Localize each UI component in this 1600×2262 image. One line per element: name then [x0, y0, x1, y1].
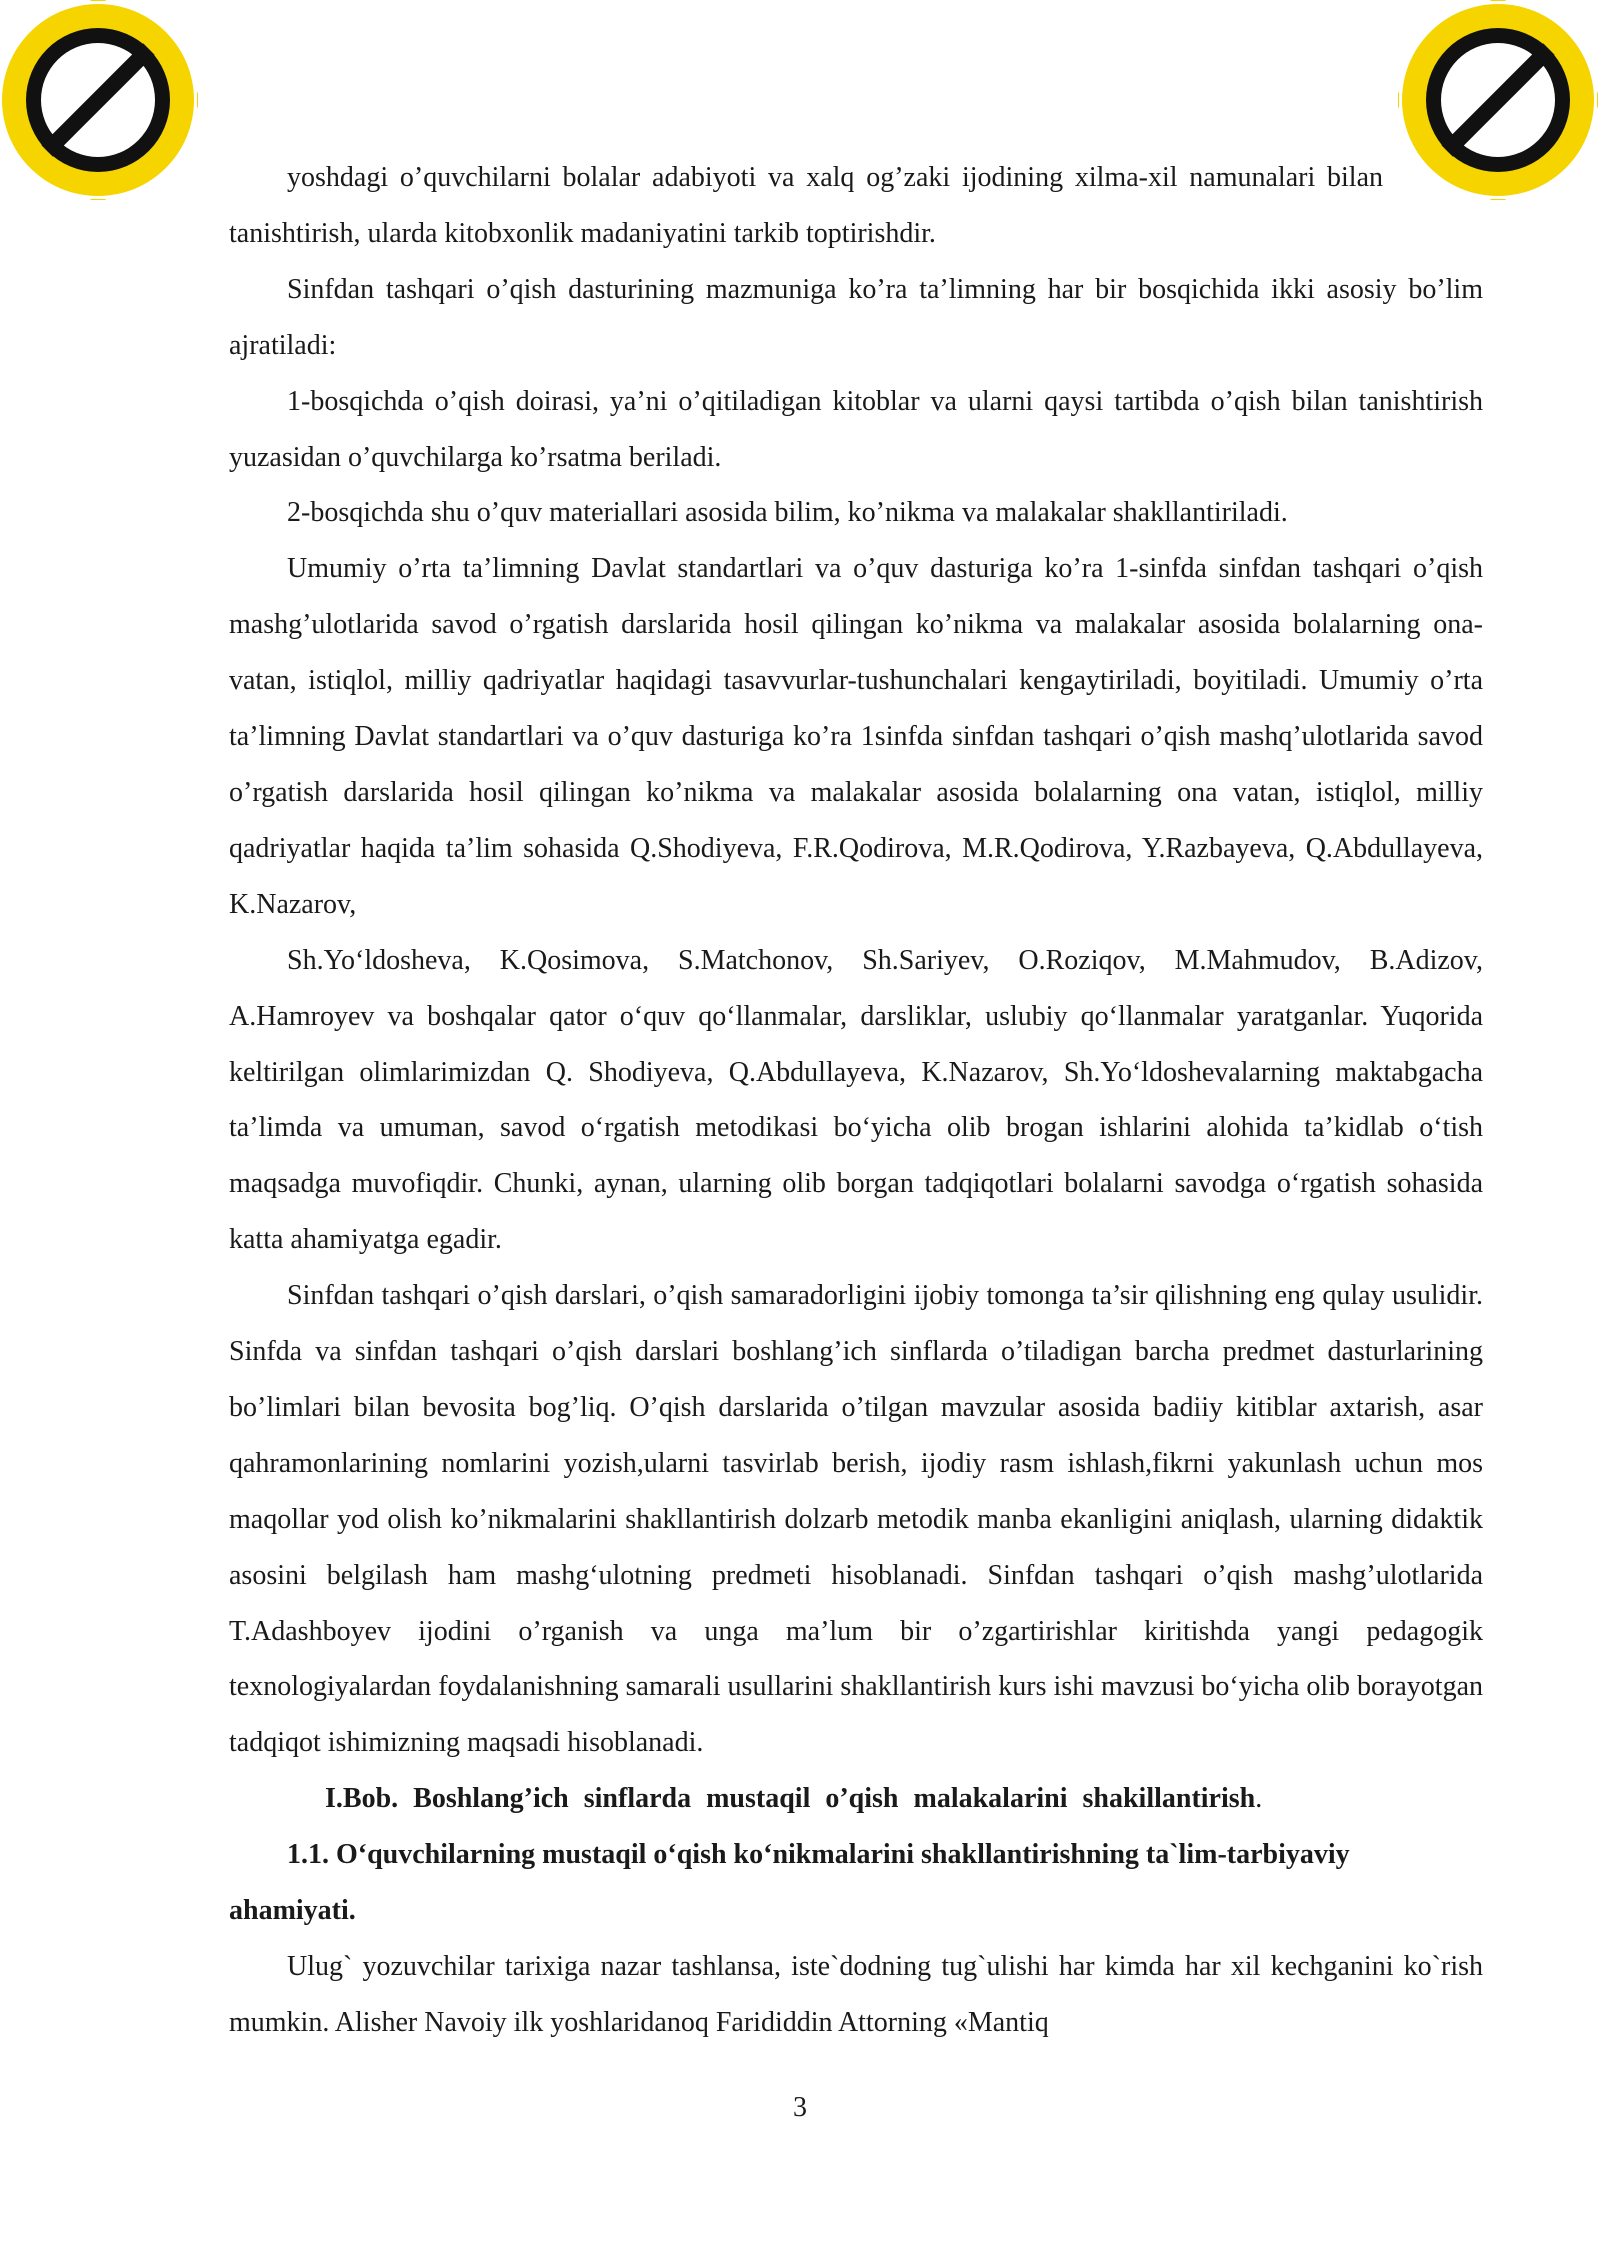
paragraph-7: Sinfdan tashqari o’qish darslari, o’qish samaradorligini ijobiy tomonga ta’sir qilishning eng qulay usulidir. Sinfda va sinfdan tashqari o’qish darslari boshlang’ich sinflarda o’tiladigan barcha predmet dasturlarining bo’limlari bilan bevosita bog’liq. O’qish darslarida o’tilgan mavzular asosida badiiy kitiblar axtarish, asar qahramonlarining nomlarini yozish,ularni tasvirlab berish, ijodiy rasm ishlash,fikrni yakunlash uchun mos maqollar yod olish ko’nikmalarini shakllantirish dolzarb metodik manba ekanligini aniqlash, ularning didaktik asosini belgilash ham mashg‘ulotning predmeti hisoblanadi. Sinfdan tashqari o’qish mashg’ulotlarida T.Adashboyev ijodini o’rganish va unga ma’lum bir o’zgartirishlar kiritishda yangi pedagogik texnologiyalardan foydalanishning samarali usullarini shakllantirish kurs ishi mavzusi bo‘yicha olib borayotgan tadqiqot ishimizning maqsadi hisoblanadi.: [229, 1280, 1483, 1759]
final-paragraph: Ulug` yozuvchilar tarixiga nazar tashlansa, iste`dodning tug`ulishi har kimda har xil kechganini ko`rish mumkin. Alisher Navoiy ilk yoshlaridanoq Farididdin Attorning «Mantiq: [229, 1951, 1483, 2038]
page-number: 3: [793, 2092, 807, 2123]
chapter-heading: [229, 1771, 1483, 1827]
paragraph-4: 2-bosqichda shu o’quv materiallari asosida bilim, ko’nikma va malakalar shakllantiriladi.: [287, 497, 1288, 529]
chapter-heading-text: I.Bob. Boshlang’ich sinflarda mustaqil o’qish malakalarini shakillantirish: [325, 1783, 1256, 1815]
paragraph-1: yoshdagi o’quvchilarni bolalar adabiyoti va xalq og’zaki ijodining xilma-xil namunalari bilan tanishtirish, ularda kitobxonlik madaniyatini tarkib toptirishdir.: [229, 162, 1383, 249]
document-body: [229, 150, 1483, 2051]
prohibition-badge-icon: [0, 0, 198, 200]
chapter-heading-suffix: .: [1255, 1783, 1263, 1815]
section-heading: 1.1. O‘quvchilarning mustaqil o‘qish ko‘nikmalarini shakllantirishning ta`lim-tarbiyaviy ahamiyati.: [229, 1839, 1350, 1927]
paragraph-6: Sh.Yo‘ldosheva, K.Qosimova, S.Matchonov, Sh.Sariyev, O.Roziqov, M.Mahmudov, B.Adizov, A.Hamroyev va boshqalar qator o‘quv qo‘llanmalar, darsliklar, uslubiy qo‘llanmalar yaratganlar. Yuqorida keltirilgan olimlarimizdan Q. Shodiyeva, Q.Abdullayeva, K.Nazarov, Sh.Yo‘ldoshevalarning maktabgacha ta’limda va umuman, savod o‘rgatish metodikasi bo‘yicha olib brogan ishlarini alohida ta’kidlab o‘tish maqsadga muvofiqdir. Chunki, aynan, ularning olib borgan tadqiqotlari bolalarni savodga o‘rgatish sohasida katta ahamiyatga egadir.: [229, 944, 1483, 1256]
paragraph-2: Sinfdan tashqari o’qish dasturining mazmuniga ko’ra ta’limning har bir bosqichida ikki asosiy bo’lim ajratiladi:: [229, 273, 1483, 361]
paragraph-5: Umumiy o’rta ta’limning Davlat standartlari va o’quv dasturiga ko’ra 1-sinfda sinfdan tashqari o’qish mashg’ulotlarida savod o’rgatish darslarida hosil qilingan ko’nikma va malakalar asosida bolalarning ona-vatan, istiqlol, milliy qadriyatlar haqidagi tasavvurlar-tushunchalari kengaytiriladi, boyitiladi. Umumiy o’rta ta’limning Davlat standartlari va o’quv dasturiga ko’ra 1sinfda sinfdan tashqari o’qish mashq’ulotlarida savod o’rgatish darslarida hosil qilingan ko’nikma va malakalar asosida bolalarning ona vatan, istiqlol, milliy qadriyatlar haqida ta’lim sohasida Q.Shodiyeva, F.R.Qodirova, M.R.Qodirova, Y.Razbayeva, Q.Abdullayeva, K.Nazarov,: [229, 553, 1483, 920]
paragraph-3: 1-bosqichda o’qish doirasi, ya’ni o’qitiladigan kitoblar va ularni qaysi tartibda o’qish bilan tanishtirish yuzasidan o’quvchilarga ko’rsatma beriladi.: [229, 385, 1483, 473]
